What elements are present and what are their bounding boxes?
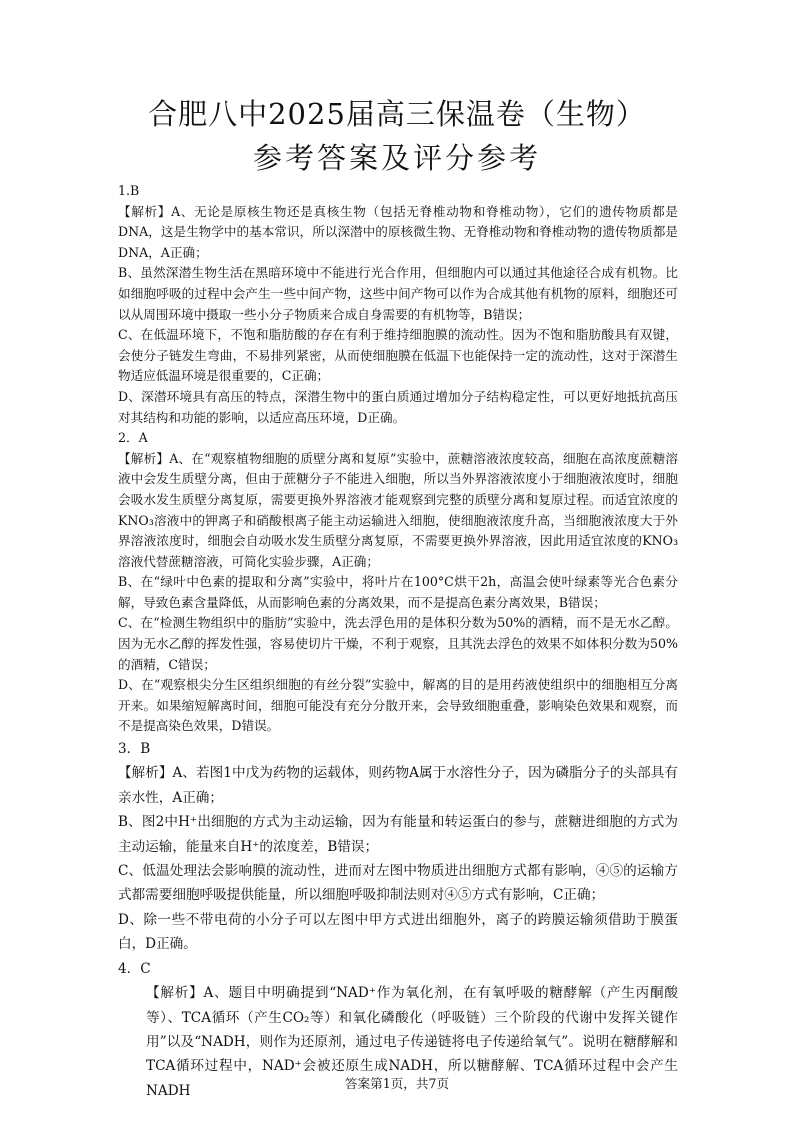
question-3-analysis-a: 【解析】A、若图1中戊为药物的运载体，则药物A属于水溶性分子，因为磷脂分子的头部具有亲水性，A正确； [118, 765, 678, 806]
question-2-analysis-c: C、在“检测生物组织中的脂肪”实验中，洗去浮色用的是体积分数为50%的酒精，而不是无水乙醇。因为无水乙醇的挥发性强，容易使切片干燥，不利于观察，且其洗去浮色的效果不如体积分数为50%的酒精，C错误； [118, 615, 678, 672]
question-3-answer: 3．B [118, 741, 151, 758]
question-1-analysis-a: 【解析】A、无论是原核生物还是真核生物（包括无脊椎动物和脊椎动物），它们的遗传物质都是DNA，这是生物学中的基本常识，所以深潜中的原核微生物、无脊椎动物和脊椎动物的遗传物质都是DNA，A正确； [118, 203, 678, 260]
question-1-analysis-c: C、在低温环境下，不饱和脂肪酸的存在有利于维持细胞膜的流动性。因为不饱和脂肪酸具有双键，会使分子链发生弯曲，不易排列紧密，从而使细胞膜在低温下也能保持一定的流动性，这对于深潜生物适应低温环境是很重要的，C正确； [118, 327, 678, 384]
question-3-analysis-c: C、低温处理法会影响膜的流动性，进而对左图中物质进出细胞方式都有影响，④⑤的运输方式都需要细胞呼吸提供能量，所以细胞呼吸抑制法则对④⑤方式有影响，C正确； [118, 863, 678, 904]
question-4-analysis-a: 【解析】A、题目中明确提到“NAD⁺作为氧化剂，在有氧呼吸的糖酵解（产生丙酮酸等）、TCA循环（产生CO₂等）和氧化磷酸化（呼吸链）三个阶段的代谢中发挥关键作用”以及“NADH，则作为还原剂，通过电子传递链将电子传递给氧气”。说明在糖酵解和TCA循环过程中，NAD⁺会被还原生成NADH，所以糖酵解、TCA循环过程中会产生NADH [146, 985, 678, 1099]
question-1-analysis-b: B、虽然深潜生物生活在黑暗环境中不能进行光合作用，但细胞内可以通过其他途径合成有机物。比如细胞呼吸的过程中会产生一些中间产物，这些中间产物可以作为合成其他有机物的原料，细胞还可以从周围环境中摄取一些小分子物质来合成自身需要的有机物等，B错误； [118, 265, 678, 322]
question-2-analysis-a: 【解析】A、在“观察植物细胞的质壁分离和复原”实验中，蔗糖溶液浓度较高，细胞在高浓度蔗糖溶液中会发生质壁分离，但由于蔗糖分子不能进入细胞，所以当外界溶液浓度小于细胞液浓度时，细胞会吸水发生质壁分离复原，需要更换外界溶液才能观察到完整的质壁分离和复原过程。而适宜浓度的KNO₃溶液中的钾离子和硝酸根离子能主动运输进入细胞，使细胞液浓度升高，当细胞液浓度大于外界溶液浓度时，细胞会自动吸水发生质壁分离复原，不需要更换外界溶液，因此用适宜浓度的KNO₃溶液代替蔗糖溶液，可简化实验步骤，A正确； [118, 450, 678, 569]
answer-content [118, 181, 678, 1103]
question-4-answer: 4．C [118, 960, 151, 977]
question-1-answer: 1.B [118, 183, 140, 198]
question-2-analysis-d: D、在“观察根尖分生区组织细胞的有丝分裂”实验中，解离的目的是用药液使组织中的细胞相互分离开来。如果缩短解离时间，细胞可能没有充分分散开来，会导致细胞重叠，影响染色效果和观察，而不是提高染色效果，D错误。 [118, 677, 678, 734]
question-2-analysis-b: B、在“绿叶中色素的提取和分离”实验中，将叶片在100°C烘干2h，高温会使叶绿素等光合色素分解，导致色素含量降低，从而影响色素的分离效果，而不是提高色素分离效果，B错误； [118, 574, 678, 610]
page-footer: 答案第1页，共7页 [344, 1076, 450, 1091]
question-3-analysis-b: B、图2中H⁺出细胞的方式为主动运输，因为有能量和转运蛋白的参与，蔗糖进细胞的方式为主动运输，能量来自H⁺的浓度差，B错误； [118, 814, 678, 855]
question-1-analysis-d: D、深潜环境具有高压的特点，深潜生物中的蛋白质通过增加分子结构稳定性，可以更好地抵抗高压对其结构和功能的影响，以适应高压环境，D正确。 [118, 388, 678, 425]
question-2-answer: 2．A [118, 430, 148, 446]
document-subtitle: 参考答案及评分参考 [252, 141, 541, 175]
document-title: 合肥八中2025届高三保温卷（生物） [148, 97, 646, 131]
question-3-analysis-d: D、除一些不带电荷的小分子可以左图中甲方式进出细胞外，离子的跨膜运输须借助于膜蛋白，D正确。 [118, 911, 678, 953]
